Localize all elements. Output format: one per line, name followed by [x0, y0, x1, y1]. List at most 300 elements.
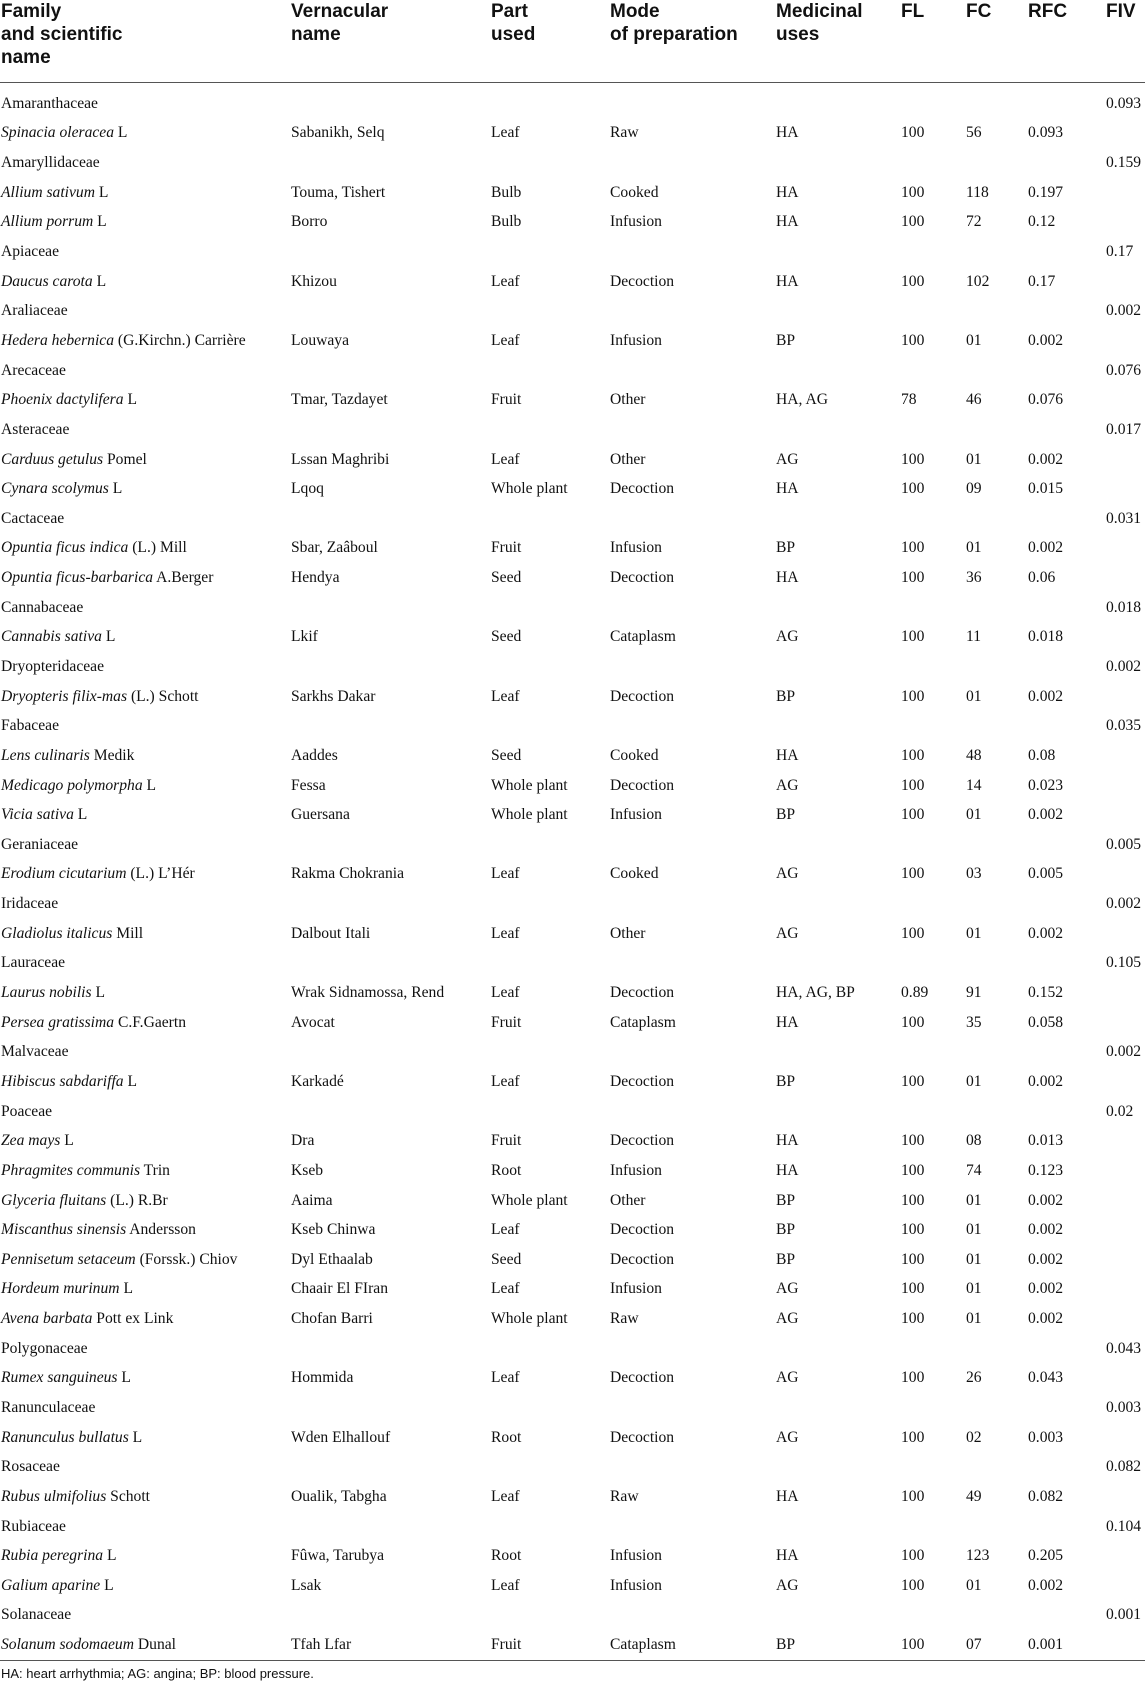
fiv-cell: 0.093	[1106, 94, 1142, 112]
medicinal-uses-cell: BP	[776, 539, 796, 557]
vernacular-name-cell: Khizou	[291, 272, 337, 290]
fiv-cell-empty	[1106, 919, 1145, 949]
fl-cell: 100	[901, 1250, 925, 1268]
header-fiv: FIV	[1106, 0, 1145, 83]
fl-cell: 78	[901, 391, 917, 409]
fl-cell: 100	[901, 628, 925, 646]
family-row	[0, 237, 1145, 267]
species-authority: Pomel	[103, 450, 147, 468]
part-used-cell: Leaf	[491, 1221, 520, 1239]
part-used-cell: Seed	[491, 746, 522, 764]
fl-cell: 100	[901, 539, 925, 557]
mode-of-preparation-cell: Decoction	[610, 1072, 675, 1090]
species-binomial: Phoenix dactylifera	[1, 391, 124, 409]
fiv-cell-empty	[1106, 623, 1145, 653]
vernacular-name-cell: Karkadé	[291, 1072, 344, 1090]
fc-cell: 11	[966, 628, 982, 646]
mode-of-preparation-cell: Cooked	[610, 746, 659, 764]
medicinal-uses-cell: BP	[776, 331, 796, 349]
species-authority: L	[123, 391, 137, 409]
scientific-name-cell	[0, 445, 291, 475]
fiv-cell: 0.002	[1106, 302, 1142, 320]
fc-cell: 102	[966, 272, 990, 290]
species-row	[0, 267, 1145, 297]
header-vernacular-name: Vernacular name	[291, 0, 491, 83]
species-binomial: Rubus ulmifolius	[1, 1487, 107, 1505]
species-authority: L	[119, 1280, 133, 1298]
species-authority: L	[123, 1072, 138, 1090]
mode-of-preparation-cell: Cataplasm	[610, 1630, 776, 1660]
part-used-cell: Leaf	[491, 1072, 520, 1090]
species-binomial: Ranunculus bullatus	[1, 1428, 129, 1446]
species-binomial: Hordeum murinum	[1, 1280, 120, 1298]
part-used-cell: Leaf	[491, 687, 520, 705]
part-used-cell: Leaf	[491, 124, 520, 142]
fc-cell: 01	[966, 1072, 982, 1090]
fiv-cell-empty	[1106, 1067, 1145, 1097]
vernacular-name-cell: Guersana	[291, 806, 350, 824]
vernacular-name-cell: Borro	[291, 213, 328, 231]
part-used-cell: Leaf	[491, 865, 520, 883]
mode-of-preparation-cell: Infusion	[610, 1576, 662, 1594]
species-authority: L	[93, 213, 107, 231]
fc-cell: 01	[966, 450, 982, 468]
species-row	[0, 1245, 1145, 1275]
mode-of-preparation-cell: Raw	[610, 1310, 639, 1328]
fl-cell: 100	[901, 1576, 925, 1594]
species-authority: (G.Kirchn.) Carrière	[114, 331, 246, 349]
mode-of-preparation-cell: Decoction	[610, 984, 675, 1002]
medicinal-uses-cell: AG	[776, 1576, 799, 1594]
rfc-cell: 0.003	[1028, 1428, 1064, 1446]
fl-cell: 100	[901, 1072, 925, 1090]
family-row	[0, 1097, 1145, 1127]
family-name-cell: Araliaceae	[1, 302, 68, 320]
species-row	[0, 1630, 1145, 1660]
fl-cell: 0.89	[901, 984, 929, 1002]
medicinal-uses-cell: BP	[776, 1072, 796, 1090]
mode-of-preparation-cell: Decoction	[610, 569, 675, 587]
fiv-cell: 0.031	[1106, 509, 1142, 527]
species-row	[0, 741, 1145, 771]
rfc-cell: 0.205	[1028, 1547, 1064, 1565]
part-used-cell: Fruit	[491, 1132, 522, 1150]
vernacular-name-cell: Oualik, Tabgha	[291, 1487, 387, 1505]
medicinal-uses-cell: AG	[776, 1280, 799, 1298]
scientific-name-cell	[0, 919, 291, 949]
rfc-cell: 0.058	[1028, 1013, 1064, 1031]
scientific-name-cell	[0, 800, 291, 830]
fl-cell: 100	[901, 1630, 966, 1660]
fiv-cell-empty	[1106, 1245, 1145, 1275]
species-binomial: Galium aparine	[1, 1576, 101, 1594]
medicinal-uses-cell: AG	[776, 1369, 799, 1387]
scientific-name-cell	[0, 978, 291, 1008]
medicinal-uses-cell: HA	[776, 746, 799, 764]
species-row	[0, 1008, 1145, 1038]
fiv-cell-empty	[1106, 1126, 1145, 1156]
family-row	[0, 652, 1145, 682]
scientific-name-cell	[0, 119, 291, 149]
fiv-cell: 0.003	[1106, 1399, 1142, 1416]
fiv-cell-empty	[1106, 1186, 1145, 1216]
family-name-cell: Arecaceae	[1, 361, 66, 379]
species-binomial: Allium porrum	[1, 213, 94, 231]
fiv-cell-empty	[1106, 534, 1145, 564]
medicinal-uses-cell: BP	[776, 806, 796, 824]
mode-of-preparation-cell: Other	[610, 924, 646, 942]
family-name-cell: Asteraceae	[1, 420, 70, 438]
mode-of-preparation-cell: Infusion	[610, 806, 662, 824]
rfc-cell: 0.093	[1028, 124, 1064, 142]
species-binomial: Hibiscus sabdariffa	[1, 1072, 124, 1090]
rfc-cell: 0.005	[1028, 865, 1064, 883]
species-binomial: Glyceria fluitans	[1, 1191, 107, 1209]
part-used-cell: Leaf	[491, 1576, 520, 1594]
vernacular-name-cell: Louwaya	[291, 331, 350, 349]
vernacular-name-cell: Sbar, Zaâboul	[291, 539, 378, 557]
rfc-cell: 0.002	[1028, 1250, 1064, 1268]
medicinal-uses-cell: HA	[776, 1487, 799, 1505]
part-used-cell: Fruit	[491, 1013, 522, 1031]
medicinal-uses-cell: HA	[776, 1161, 799, 1179]
mode-of-preparation-cell: Raw	[610, 124, 639, 142]
mode-of-preparation-cell: Cataplasm	[610, 628, 676, 646]
part-used-cell: Leaf	[491, 272, 520, 290]
part-used-cell: Fruit	[491, 539, 522, 557]
mode-of-preparation-cell: Infusion	[610, 1547, 662, 1565]
part-used-cell: Leaf	[491, 984, 520, 1002]
family-name-cell: Iridaceae	[1, 895, 59, 913]
fiv-cell-empty	[1106, 1215, 1145, 1245]
fiv-cell: 0.005	[1106, 835, 1142, 853]
vernacular-name-cell: Lsak	[291, 1576, 322, 1594]
part-used-cell: Leaf	[491, 1369, 520, 1387]
scientific-name-cell	[0, 771, 291, 801]
fl-cell: 100	[901, 746, 925, 764]
species-authority: (Forssk.) Chiov	[135, 1250, 238, 1268]
species-authority: C.F.Gaertn	[114, 1013, 187, 1031]
rfc-cell: 0.023	[1028, 776, 1064, 794]
fiv-cell-empty	[1106, 741, 1145, 771]
species-row	[0, 178, 1145, 208]
fiv-cell-empty	[1106, 978, 1145, 1008]
fiv-cell: 0.002	[1106, 895, 1142, 913]
scientific-name-cell	[0, 1571, 291, 1601]
species-binomial: Opuntia ficus-barbarica	[1, 569, 154, 587]
species-row	[0, 385, 1145, 415]
fc-cell: 26	[966, 1369, 982, 1387]
species-authority: L	[73, 806, 88, 824]
rfc-cell: 0.076	[1028, 391, 1064, 409]
medicinal-uses-cell: AG	[776, 776, 799, 794]
species-authority: Pott ex Link	[92, 1310, 174, 1328]
fiv-cell-empty	[1106, 1630, 1145, 1660]
species-binomial: Rumex sanguineus	[1, 1369, 118, 1387]
scientific-name-cell	[0, 385, 291, 415]
family-row	[0, 1452, 1145, 1482]
species-row	[0, 1304, 1145, 1334]
fiv-cell-empty	[1106, 1364, 1145, 1394]
family-name-cell: Ranunculaceae	[1, 1399, 96, 1416]
species-authority: L	[60, 1132, 74, 1150]
medicinal-uses-cell: HA	[776, 213, 799, 231]
scientific-name-cell	[0, 623, 291, 653]
rfc-cell: 0.002	[1028, 1221, 1064, 1239]
scientific-name-cell	[0, 1364, 291, 1394]
species-authority: L	[108, 480, 123, 498]
species-binomial: Cannabis sativa	[1, 628, 102, 646]
fiv-cell: 0.105	[1106, 954, 1142, 972]
fc-cell: 91	[966, 984, 982, 1002]
species-row	[0, 1275, 1145, 1305]
species-row	[0, 1186, 1145, 1216]
medicinal-uses-cell: BP	[776, 1250, 796, 1268]
fl-cell: 100	[901, 1369, 925, 1387]
part-used-cell: Root	[491, 1428, 522, 1446]
family-name-cell: Cannabaceae	[1, 598, 84, 616]
fl-cell: 100	[901, 1132, 925, 1150]
species-row	[0, 1423, 1145, 1453]
header-part-used: Part used	[491, 0, 610, 83]
fc-cell: 56	[966, 124, 982, 142]
part-used-cell: Leaf	[491, 924, 520, 942]
species-binomial: Medicago polymorpha	[1, 776, 143, 794]
species-authority: L	[101, 628, 116, 646]
rfc-cell: 0.002	[1028, 806, 1064, 824]
scientific-name-cell	[0, 1126, 291, 1156]
part-used-cell: Whole plant	[491, 806, 568, 824]
medicinal-uses-cell: HA	[776, 1547, 799, 1565]
species-row	[0, 1067, 1145, 1097]
species-row	[0, 771, 1145, 801]
part-used-cell: Leaf	[491, 331, 520, 349]
family-name-cell: Poaceae	[1, 1102, 53, 1120]
family-row	[0, 949, 1145, 979]
species-binomial: Rubia peregrina	[1, 1547, 104, 1565]
fiv-cell: 0.076	[1106, 361, 1142, 379]
mode-of-preparation-cell: Infusion	[610, 331, 662, 349]
table-header	[0, 0, 1145, 83]
family-name-cell: Lauraceae	[1, 954, 66, 972]
fiv-cell-empty	[1106, 860, 1145, 890]
fl-cell: 100	[901, 124, 925, 142]
fc-cell: 02	[966, 1428, 982, 1446]
family-name-cell: Amaryllidaceae	[1, 154, 100, 172]
rfc-cell: 0.043	[1028, 1369, 1064, 1387]
fiv-cell-empty	[1106, 208, 1145, 238]
fl-cell: 100	[901, 1547, 925, 1565]
species-binomial: Cynara scolymus	[1, 480, 109, 498]
scientific-name-cell	[0, 267, 291, 297]
mode-of-preparation-cell: Other	[610, 450, 646, 468]
vernacular-name-cell: Aaima	[291, 1191, 333, 1209]
medicinal-uses-cell: HA	[776, 569, 799, 587]
part-used-cell: Bulb	[491, 213, 522, 231]
vernacular-name-cell: Lkif	[291, 628, 318, 646]
species-row	[0, 534, 1145, 564]
fc-cell: 35	[966, 1013, 982, 1031]
medicinal-uses-cell: HA, AG	[776, 391, 828, 409]
part-used-cell: Leaf	[491, 1487, 520, 1505]
species-authority: L	[114, 124, 128, 142]
species-row	[0, 1482, 1145, 1512]
fc-cell: 01	[966, 924, 982, 942]
fc-cell: 74	[966, 1161, 982, 1179]
vernacular-name-cell: Wden Elhallouf	[291, 1428, 391, 1446]
header-rfc: RFC	[1028, 0, 1106, 83]
vernacular-name-cell: Aaddes	[291, 746, 338, 764]
fl-cell: 100	[901, 865, 925, 883]
mode-of-preparation-cell: Decoction	[610, 1132, 675, 1150]
rfc-cell: 0.17	[1028, 272, 1056, 290]
species-row	[0, 978, 1145, 1008]
fc-cell: 48	[966, 746, 982, 764]
fl-cell: 100	[901, 924, 925, 942]
species-authority: L	[92, 272, 107, 290]
part-used-cell: Seed	[491, 628, 522, 646]
species-binomial: Avena barbata	[1, 1310, 93, 1328]
mode-of-preparation-cell: Decoction	[610, 1369, 675, 1387]
fiv-cell-empty	[1106, 563, 1145, 593]
mode-of-preparation-cell: Other	[610, 391, 646, 409]
family-name-cell: Rosaceae	[1, 1458, 60, 1476]
scientific-name-cell	[0, 326, 291, 356]
fiv-cell: 0.02	[1106, 1102, 1134, 1120]
fc-cell: 14	[966, 776, 982, 794]
fc-cell: 01	[966, 1221, 982, 1239]
vernacular-name-cell: Dra	[291, 1132, 315, 1150]
scientific-name-cell	[0, 1215, 291, 1245]
fc-cell: 36	[966, 569, 982, 587]
medicinal-uses-cell: AG	[776, 628, 799, 646]
species-authority: Dunal	[133, 1636, 176, 1654]
species-authority: L	[95, 183, 109, 201]
species-row	[0, 623, 1145, 653]
fiv-cell: 0.002	[1106, 657, 1142, 675]
mode-of-preparation-cell: Decoction	[610, 480, 675, 498]
fl-cell: 100	[901, 331, 925, 349]
fiv-cell: 0.082	[1106, 1458, 1142, 1476]
fiv-cell: 0.104	[1106, 1517, 1142, 1535]
rfc-cell: 0.123	[1028, 1161, 1064, 1179]
species-row	[0, 1156, 1145, 1186]
part-used-cell: Root	[491, 1161, 522, 1179]
vernacular-name-cell: Sarkhs Dakar	[291, 687, 376, 705]
fl-cell: 100	[901, 776, 925, 794]
part-used-cell: Root	[491, 1547, 522, 1565]
rfc-cell: 0.002	[1028, 687, 1064, 705]
family-name-cell: Malvaceae	[1, 1043, 69, 1061]
fl-cell: 100	[901, 1221, 925, 1239]
table-body	[0, 83, 1145, 1661]
species-authority: Andersson	[126, 1221, 196, 1239]
rfc-cell: 0.08	[1028, 746, 1056, 764]
fiv-cell-empty	[1106, 445, 1145, 475]
mode-of-preparation-cell: Infusion	[610, 1280, 662, 1298]
family-row	[0, 830, 1145, 860]
species-row	[0, 1364, 1145, 1394]
species-binomial: Gladiolus italicus	[1, 924, 113, 942]
fc-cell: 01	[966, 1310, 982, 1328]
part-used-cell: Seed	[491, 569, 522, 587]
mode-of-preparation-cell: Decoction	[610, 1428, 675, 1446]
species-binomial: Hedera hebernica	[1, 331, 115, 349]
species-binomial: Solanum sodomaeum	[1, 1636, 134, 1654]
fc-cell: 01	[966, 1280, 982, 1298]
species-binomial: Erodium cicutarium	[1, 865, 127, 883]
medicinal-uses-cell: HA, AG, BP	[776, 984, 855, 1002]
vernacular-name-cell: Hendya	[291, 569, 340, 587]
fl-cell: 100	[901, 480, 925, 498]
medicinal-uses-cell: AG	[776, 865, 799, 883]
fiv-cell-empty	[1106, 1482, 1145, 1512]
medicinal-uses-cell: HA	[776, 480, 799, 498]
part-used-cell: Whole plant	[491, 1191, 568, 1209]
vernacular-name-cell: Fûwa, Tarubya	[291, 1547, 385, 1565]
species-binomial: Allium sativum	[1, 183, 95, 201]
species-authority: L	[103, 1547, 117, 1565]
rfc-cell: 0.002	[1028, 924, 1064, 942]
vernacular-name-cell: Fessa	[291, 776, 326, 794]
scientific-name-cell	[0, 1067, 291, 1097]
species-binomial: Phragmites communis	[1, 1161, 141, 1179]
vernacular-name-cell: Chaair El FIran	[291, 1280, 388, 1298]
species-authority: (L.) Schott	[127, 687, 199, 705]
header-mode-of-preparation: Mode of preparation	[610, 0, 776, 83]
family-name-cell: Dryopteridaceae	[1, 657, 105, 675]
mode-of-preparation-cell: Cooked	[610, 865, 659, 883]
fc-cell: 118	[966, 183, 989, 201]
species-row	[0, 800, 1145, 830]
fiv-cell-empty	[1106, 267, 1145, 297]
header-medicinal-uses: Medicinal uses	[776, 0, 901, 83]
species-row	[0, 1215, 1145, 1245]
part-used-cell: Leaf	[491, 1280, 520, 1298]
scientific-name-cell	[0, 1245, 291, 1275]
medicinal-uses-cell: HA	[776, 1132, 799, 1150]
fl-cell: 100	[901, 806, 925, 824]
family-row	[0, 1334, 1145, 1364]
fiv-cell-empty	[1106, 1571, 1145, 1601]
family-row	[0, 356, 1145, 386]
medicinal-uses-cell: AG	[776, 1310, 799, 1328]
fc-cell: 01	[966, 1576, 982, 1594]
fiv-cell-empty	[1106, 385, 1145, 415]
species-row	[0, 1126, 1145, 1156]
mode-of-preparation-cell: Cooked	[610, 183, 659, 201]
scientific-name-cell	[0, 1156, 291, 1186]
fiv-cell-empty	[1106, 1541, 1145, 1571]
species-authority: Trin	[140, 1161, 170, 1179]
fiv-cell: 0.002	[1106, 1043, 1142, 1061]
vernacular-name-cell: Kseb	[291, 1161, 324, 1179]
fl-cell: 100	[901, 213, 925, 231]
species-binomial: Daucus carota	[1, 272, 93, 290]
part-used-cell: Fruit	[491, 1630, 610, 1660]
fc-cell: 01	[966, 539, 982, 557]
part-used-cell: Whole plant	[491, 776, 568, 794]
mode-of-preparation-cell: Decoction	[610, 687, 675, 705]
species-binomial: Miscanthus sinensis	[1, 1221, 127, 1239]
rfc-cell: 0.018	[1028, 628, 1064, 646]
fiv-cell: 0.018	[1106, 598, 1142, 616]
mode-of-preparation-cell: Decoction	[610, 272, 675, 290]
fc-cell: 01	[966, 1250, 982, 1268]
rfc-cell: 0.002	[1028, 539, 1064, 557]
mode-of-preparation-cell: Decoction	[610, 776, 675, 794]
species-row	[0, 1571, 1145, 1601]
